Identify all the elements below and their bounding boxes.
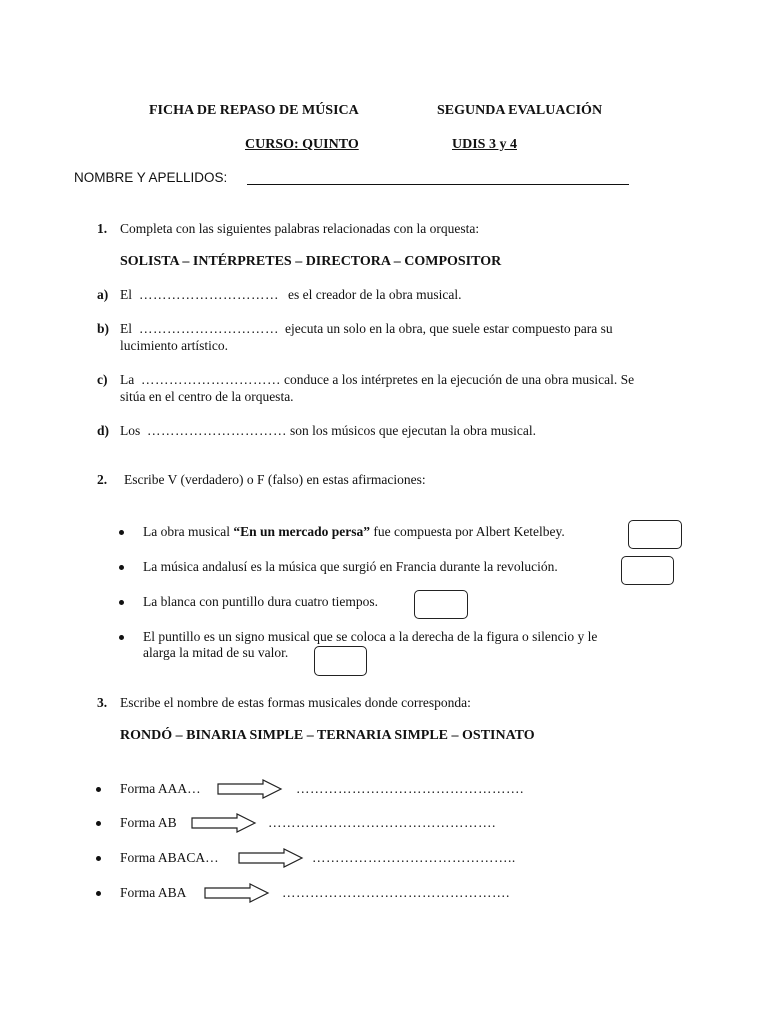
q2-statement: La blanca con puntillo dura cuatro tiempos.	[143, 594, 379, 609]
q1-item-start: La	[120, 372, 135, 387]
bullet	[96, 891, 101, 896]
worksheet-title: FICHA DE REPASO DE MÚSICA	[149, 103, 359, 118]
q1-item-text: son los músicos que ejecutan la obra musical.	[290, 423, 536, 438]
q1-number: 1.	[97, 221, 108, 236]
name-line[interactable]	[247, 184, 629, 185]
q1-item-letter: d)	[97, 423, 110, 438]
form-answer-blank[interactable]: ………………………………………….	[268, 815, 496, 830]
q1-item-start: El	[120, 321, 132, 336]
q1-item-start: Los	[120, 423, 141, 438]
q2-statement: El puntillo es un signo musical que se coloca a la derecha de la figura o silencio y le	[143, 629, 598, 644]
answer-box[interactable]	[414, 590, 468, 619]
q1-item-text: conduce a los intérpretes en la ejecución de una obra musical. Se	[284, 372, 635, 387]
evaluation-label: SEGUNDA EVALUACIÓN	[437, 103, 603, 118]
q2-statement: La música andalusí es la música que surgió en Francia durante la revolución.	[143, 559, 558, 574]
arrow-right-icon	[217, 779, 283, 799]
q1-item-letter: a)	[97, 287, 109, 302]
bullet	[119, 600, 124, 605]
units-label: UDIS 3 y 4	[452, 137, 517, 152]
arrow-right-icon	[204, 883, 270, 903]
q1-item-letter: b)	[97, 321, 110, 336]
q1-item-blank[interactable]: …………………………	[139, 287, 279, 302]
q1-item-blank[interactable]: …………………………	[141, 372, 281, 387]
form-answer-blank[interactable]: ………………………………………….	[296, 781, 524, 796]
form-label: Forma AB	[120, 815, 177, 830]
form-answer-blank[interactable]: ……………………………………..	[312, 850, 516, 865]
q3-word-bank: RONDÓ – BINARIA SIMPLE – TERNARIA SIMPLE – OSTINATO	[120, 728, 535, 743]
bullet	[119, 635, 124, 640]
bullet	[96, 821, 101, 826]
q1-item-text: es el creador de la obra musical.	[288, 287, 462, 302]
q1-item-start: El	[120, 287, 132, 302]
q1-item-letter: c)	[97, 372, 108, 387]
q1-item-blank[interactable]: …………………………	[147, 423, 287, 438]
arrow-right-icon	[191, 813, 257, 833]
q2-number: 2.	[97, 472, 108, 487]
course-label: CURSO: QUINTO	[245, 137, 359, 152]
q1-item-text: ejecuta un solo en la obra, que suele estar compuesto para su	[285, 321, 613, 336]
q1-instruction: Completa con las siguientes palabras relacionadas con la orquesta:	[120, 221, 480, 236]
q2-statement: La obra musical “En un mercado persa” fue compuesta por Albert Ketelbey.	[143, 524, 565, 539]
form-label: Forma AAA…	[120, 781, 201, 796]
q2-statement-line2: alarga la mitad de su valor.	[143, 645, 289, 660]
q1-word-bank: SOLISTA – INTÉRPRETES – DIRECTORA – COMPOSITOR	[120, 254, 502, 269]
bullet	[119, 565, 124, 570]
bullet	[96, 856, 101, 861]
arrow-right-icon	[238, 848, 304, 868]
answer-box[interactable]	[628, 520, 682, 549]
q1-item-blank[interactable]: …………………………	[139, 321, 279, 336]
q2-instruction: Escribe V (verdadero) o F (falso) en estas afirmaciones:	[124, 472, 426, 487]
bullet	[119, 530, 124, 535]
answer-box[interactable]	[314, 646, 367, 676]
form-label: Forma ABACA…	[120, 850, 219, 865]
bullet	[96, 787, 101, 792]
q3-instruction: Escribe el nombre de estas formas musicales donde corresponda:	[120, 695, 471, 710]
q1-item-text-line2: sitúa en el centro de la orquesta.	[120, 389, 294, 404]
form-answer-blank[interactable]: ………………………………………….	[282, 885, 510, 900]
q3-number: 3.	[97, 695, 108, 710]
name-label: NOMBRE Y APELLIDOS:	[74, 170, 228, 185]
answer-box[interactable]	[621, 556, 674, 585]
form-label: Forma ABA	[120, 885, 187, 900]
q1-item-text-line2: lucimiento artístico.	[120, 338, 228, 353]
